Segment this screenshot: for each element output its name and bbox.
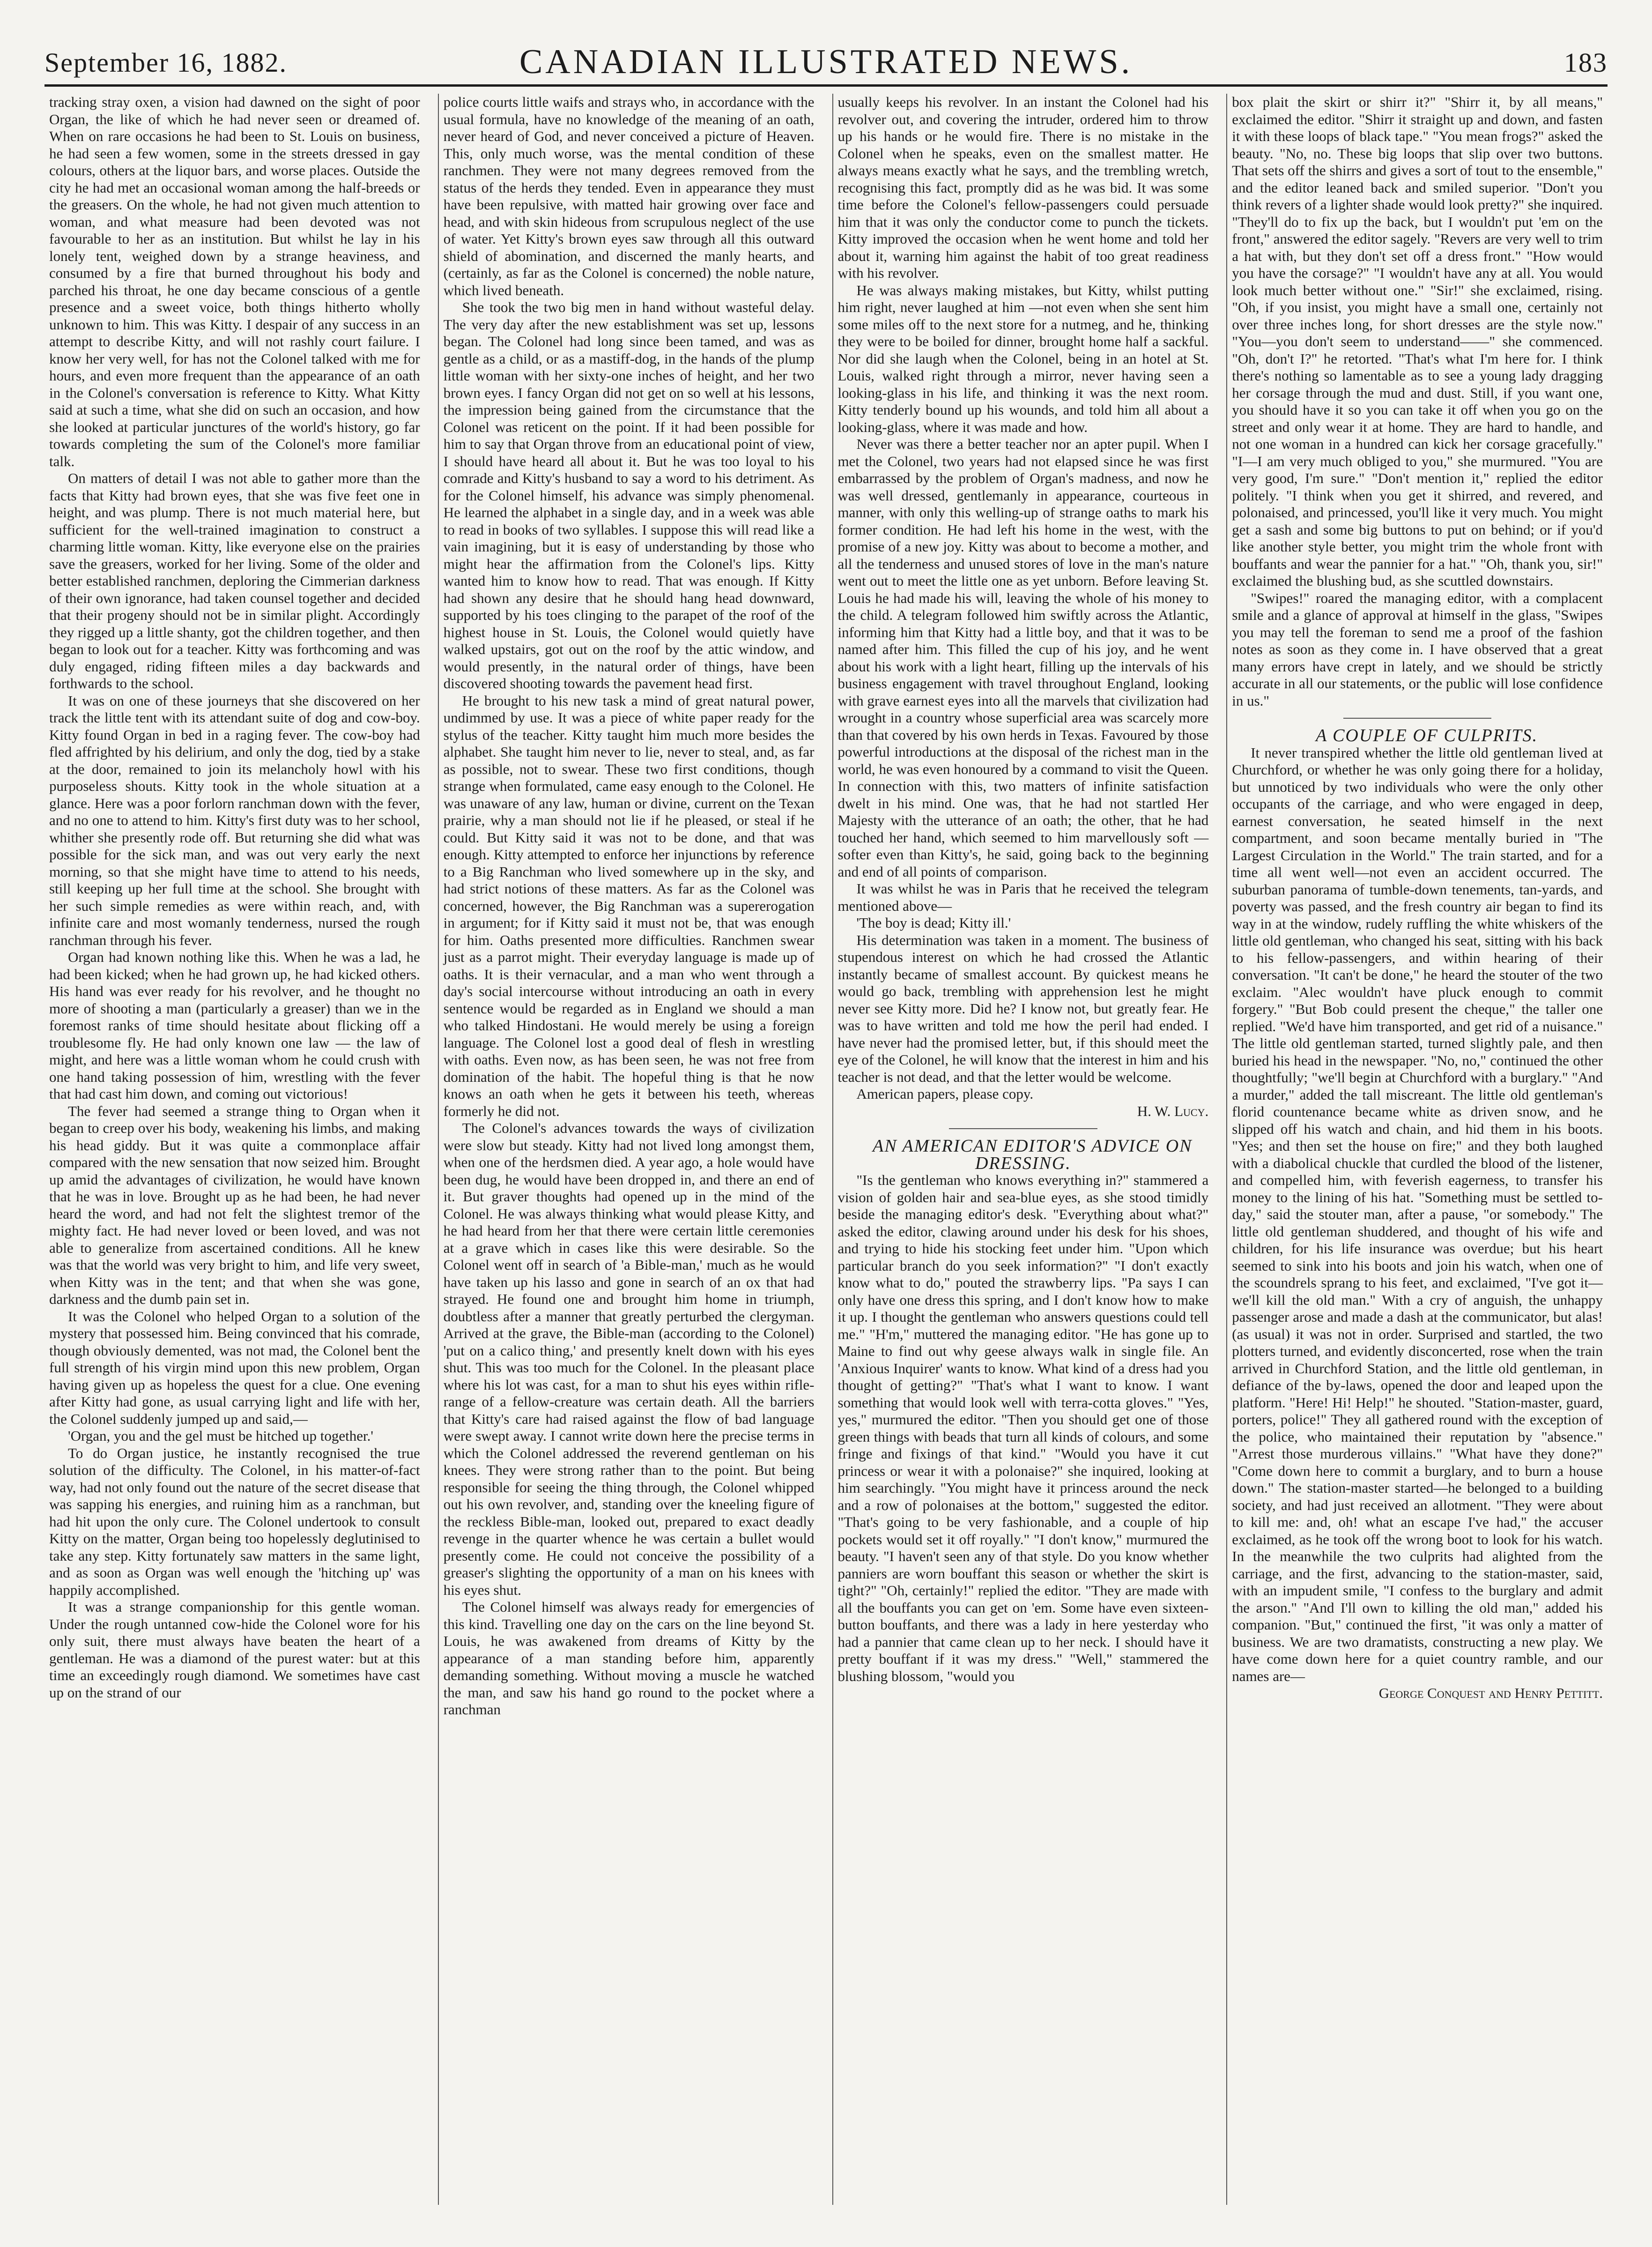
paragraph: box plait the skirt or shirr it?" "Shirr it, by all means," exclaimed the editor. "Shirr it straight up and down, and fasten it with these loops of black tape." "You mean frogs?" asked the beauty. "No, no. These big loops that slip over two buttons. That sets off the shirrs and gives a sort of tout to the ensemble," and the editor leaned back and smiled superior. "Don't you think revers of a lighter shade would look pretty?" she inquired. "They'll do to fix up the back, but I wouldn't put 'em on the front," answered the editor sagely. "Revers are very well to trim a hat with, but they don't set off a dress front." "How would you have the corsage?" "I wouldn't have any at all. You would look much better without one." "Sir!" she exclaimed, rising. "Oh, if you insist, you might have a small one, certainly not over three inches long, for short dresses are the style now." "You—you don't seem to understand——" she commenced. "Oh, don't I?" he retorted. "That's what I'm here for. I think there's nothing so lamentable as to see a young lady dragging her corsage through the mud and dust. Still, if you want one, you should have it so you can take it off when you go on the street and only wear it at home. They are hard to handle, and not one woman in a hundred can kick her corsage gracefully." "I—I am very much obliged to you," she murmured. "You are very good, I'm sure." "Don't mention it," replied the editor politely. "I think when you get it shirred, and revered, and polonaised, and princessed, you'll like it very much. You might get a sash and some big buttons to put on behind; or if you'd like another style better, you might trim the whole front with bouffants and wear the pannier for a hat." "Oh, thank you, sir!" exclaimed the blushing bud, as she scuttled downstairs.	[1232, 94, 1603, 589]
page-number: 183	[1564, 47, 1608, 78]
section-divider	[949, 1128, 1097, 1129]
author-signature: H. W. Lucy.	[1137, 1102, 1209, 1119]
paragraph: It was the Colonel who helped Organ to a solution of the mystery that possessed him. Being convinced that his comrade, though obviously demented, was not mad, the Colonel bent the full strength of his virgin mind upon this new problem, Organ having given up as hopeless the quest for a clue. One evening after Kitty had gone, as usual carrying light and life with her, the Colonel suddenly jumped up and said,—	[49, 1308, 420, 1427]
author-signature: George Conquest and Henry Pettitt.	[1378, 1685, 1603, 1701]
paragraph: Organ had known nothing like this. When he was a lad, he had been kicked; when he had grown up, he had kicked others. His hand was ever ready for his revolver, and he thought no more of shooting a man (particularly a greaser) than we in the foremost ranks of time should hesitate about flicking off a troublesome fly. He had only known one law — the law of might, and here was a little woman whom he could crush with one hand taking possession of him, wrestling with the fever that had cast him down, and coming out victorious!	[49, 949, 420, 1102]
masthead	[44, 28, 1608, 87]
paragraph: He brought to his new task a mind of great natural power, undimmed by use. It was a piece of white paper ready for the stylus of the teacher. Kitty taught him much more besides the alphabet. She taught him never to lie, never to steal, and, as far as possible, not to swear. These two first conditions, though strange when formulated, came easy enough to the Colonel. He was unaware of any law, human or divine, current on the Texan prairie, why a man should not lie if he pleased, or steal if he could. But Kitty said it was not to be done, and that was enough. Kitty attempted to enforce her injunctions by reference to a Big Ranchman who lived somewhere up in the sky, and had strict notions of these matters. As far as the Colonel was concerned, however, the Big Ranchman was a supererogation in argument; for if Kitty said it must not be, that was enough for him. Oaths presented more difficulties. Ranchmen swear just as a parrot might. Their everyday language is made up of oaths. It is their vernacular, and a man who went through a day's social intercourse without introducing an oath in every sentence would be regarded as in England we should a man who talked Hindostani. He would merely be using a foreign language. The Colonel lost a good deal of flesh in wrestling with oaths. Even now, as has been seen, he was not free from domination of the habit. The hopeful thing is that he now knows an oath when he gets it between his teeth, whereas formerly he did not.	[443, 692, 815, 1119]
article-heading: A COUPLE OF CULPRITS.	[1316, 726, 1538, 745]
paragraph: The Colonel himself was always ready for emergencies of this kind. Travelling one day on the cars on the line beyond St. Louis, he was awakened from dreams of Kitty by the appearance of a man standing before him, apparently demanding something. Without moving a muscle he watched the man, and saw his hand go round to the pocket where a ranchman	[443, 1599, 815, 1718]
paragraph: The fever had seemed a strange thing to Organ when it began to creep over his body, weakening his limbs, and making his head giddy. But it was quite a commonplace affair compared with the new sensation that now seized him. Brought up amid the advantages of civilization, he would have known that he was in love. Brought up as he had been, he had never heard the word, and had not felt the slightest tremor of the mighty fact. He had never loved or been loved, and was not able to generalize from ascertained conditions. All he knew was that the world was very bright to him, and life very sweet, when Kitty was in the tent; and that when she was gone, darkness and the dumb pain set in.	[49, 1102, 420, 1307]
paragraph: She took the two big men in hand without wasteful delay. The very day after the new establishment was set up, lessons began. The Colonel had long since been tamed, and was as gentle as a child, or as a mastiff-dog, in the hands of the plump little woman with her sixty-one inches of height, and her two brown eyes. I fancy Organ did not get on so well at his lessons, the impression being gained from the circumstance that the Colonel was reticent on the point. If it had been possible for him to say that Organ throve from an educational point of view, I should have heard all about it. But he was too loyal to his comrade and Kitty's husband to say a word to his detriment. As for the Colonel himself, his advance was simply phenomenal. He learned the alphabet in a single day, and in a week was able to read in books of two syllables. I suppose this will read like a vain imagining, but it is easy of understanding by those who might hear the affirmation from the Colonel's lips. Kitty wanted him to know how to read. That was enough. If Kitty had shown any desire that he should hang head downward, supported by his toes clinging to the parapet of the roof of the highest house in St. Louis, the Colonel would quietly have walked upstairs, got out on the roof by the attic window, and would presently, in the natural order of things, have been discovered shooting towards the pavement head first.	[443, 299, 815, 692]
paragraph: police courts little waifs and strays who, in accordance with the usual formula, have no knowledge of the meaning of an oath, never heard of God, and never conceived a picture of Heaven. This, only much worse, was the mental condition of these ranchmen. They were not many degrees removed from the status of the herds they tended. Even in appearance they must have been repulsive, with matted hair growing over face and head, and with skin hideous from scrupulous neglect of the use of water. Yet Kitty's brown eyes saw through all this outward shield of abomination, and discerned the manly hearts, and (certainly, as far as the Colonel is concerned) the noble nature, which lived beneath.	[443, 94, 815, 298]
paragraph: It never transpired whether the little old gentleman lived at Churchford, or whether he was only going there for a holiday, but unnoticed by two individuals who were the only other occupants of the carriage, and who were engaged in deep, earnest conversation, he seated himself in the next compartment, and soon became mentally buried in "The Largest Circulation in the World." The train started, and for a time all went well—not even an accident occurred. The suburban panorama of tumble-down tenements, tan-yards, and poverty was passed, and the fresh country air began to find its way in at the window, rudely ruffling the white whiskers of the little old gentleman, who changed his seat, sitting with his back to his fellow-passengers, and within hearing of their conversation. "It can't be done," he heard the stouter of the two exclaim. "Alec wouldn't have pluck enough to commit forgery." "But Bob could present the cheque," the taller one replied. "We'd have him transported, and get rid of a nuisance." The little old gentleman started, turned slightly pale, and then buried his head in the newspaper. "No, no," continued the other thoughtfully; "we'll begin at Churchford with a burglary." "And a murder," added the tall miscreant. The little old gentleman's florid countenance became white as driven snow, and he slipped off his watch and chain, and hid them in his boots. "Yes; and then set the house on fire;" and they both laughed with a diabolical chuckle that curdled the blood of the listener, and compelled him, with feverish eagerness, to transfer his money to the lining of his hat. "Something must be settled to-day," said the stouter man, after a pause, "or somebody." The little old gentleman shuddered, and thought of his wife and children, for his life insurance was overdue; but his heart seemed to sink into his boots and join his watch, when one of the scoundrels sprang to his feet, and exclaimed, "I've got it—we'll kill the old man." With a cry of anguish, the unhappy passenger arose and made a dash at the communicator, but alas! (as usual) it was not in order. Surprised and startled, the two plotters turned, and evidently disconcerted, rose when the train arrived in Churchford Station, and the little old gentleman, in defiance of the by-laws, opened the door and leaped upon the platform. "Here! Hi! Help!" he shouted. "Station-master, guard, porters, police!" They all gathered round with the exception of the police, who maintained their reputation by "absence." "Arrest those murderous villains." "What have they done?" "Come down here to commit a burglary, and to burn a house down." The station-master started—he belonged to a building society, and had just received an allotment. "They were about to kill me: and, oh! what an escape I've had," the accuser exclaimed, as he took off the wrong boot to look for his watch. In the meanwhile the two culprits had alighted from the carriage, and the first, advancing to the station-master, said, with an impudent smile, "I confess to the burglary and admit the arson." "And I'll own to killing the old man," added his companion. "But," continued the first, "it was only a matter of business. We are two dramatists, constructing a new play. We have come down here for a quiet country ramble, and our names are—	[1232, 744, 1603, 1684]
paragraph: The Colonel's advances towards the ways of civilization were slow but steady. Kitty had not lived long amongst them, when one of the herdsmen died. A year ago, a hole would have been dug, he would have been dropped in, and there an end of it. But graver thoughts had opened up in the mind of the Colonel. He was always thinking what would please Kitty, and he had heard from her that there were certain little ceremonies at a grave which in cases like this were desirable. So the Colonel went off in search of 'a Bible-man,' much as he would have taken up his lasso and gone in search of an ox that had strayed. He found one and brought him home in triumph, doubtless after a manner that greatly perturbed the clergyman. Arrived at the grave, the Bible-man (according to the Colonel) 'put on a calico thing,' and presently knelt down with his eyes shut. This was too much for the Colonel. In the pleasant place where his lot was cast, for a man to shut his eyes within rifle-range of a fellow-creature was certain death. All the barriers that Kitty's care had raised against the flow of bad language were swept away. I cannot write down here the precise terms in which the Colonel addressed the reverend gentleman on his knees. They were strong rather than to the point. But being responsible for seeing the thing through, the Colonel whipped out his own revolver, and, standing over the kneeling figure of the reckless Bible-man, looked out, prepared to exact deadly revenge in the quarter whence he was certain a bullet would presently come. He could not conceive the possibility of a greaser's slighting the opportunity of a man on his knees with his eyes shut.	[443, 1120, 815, 1598]
newspaper-title: CANADIAN ILLUSTRATED NEWS.	[519, 43, 1133, 81]
paragraph: 'The boy is dead; Kitty ill.'	[856, 915, 1011, 931]
column-4	[1226, 94, 1608, 2205]
paragraph: It was on one of these journeys that she discovered on her track the little tent with its attendant suite of dog and cow-boy. Kitty found Organ in bed in a raging fever. The cow-boy had fled affrighted by his delirium, and only the dog, tied by a stake at the door, remained to join its melancholy howl with his purposeless shouts. Kitty took in the whole situation at a glance. Here was a poor forlorn ranchman down with the fever, and no one to attend to him. Kitty's first duty was to her school, whither she presently rode off. But returning she did what was possible for the sick man, and was out very early the next morning, so that she might have time to attend to his needs, still keeping up her full time at the school. She brought with her such simple remedies as were within reach, and, with infinite care and most womanly tenderness, nursed the rough ranchman through his fever.	[49, 692, 420, 948]
issue-date: September 16, 1882.	[44, 47, 288, 78]
column-2	[438, 94, 819, 2205]
paragraph: His determination was taken in a moment. The business of stupendous interest on which he had crossed the Atlantic instantly became of smallest account. By quickest means he would go back, trembling with apprehension lest he might never see Kitty more. Did he? I know not, but greatly fear. He was to have written and told me how the peril had ended. I have never had the promised letter, but, if this should meet the eye of the Colonel, he will know that the interest in him and his teacher is not dead, and that the letter would be welcome.	[837, 931, 1209, 1085]
paragraph: usually keeps his revolver. In an instant the Colonel had his revolver out, and covering the intruder, ordered him to throw up his hands or he would fire. There is no mistake in the Colonel when he speaks, even on the smallest matter. He always means exactly what he says, and the trembling wretch, recognising this fact, promptly did as he was bid. It was some time before the Colonel's fellow-passengers could persuade him that it was only the conductor come to punch the tickets. Kitty improved the occasion when he went home and told her about it, warning him against the habit of too great readiness with his revolver.	[837, 94, 1209, 281]
paragraph: To do Organ justice, he instantly recognised the true solution of the difficulty. The Colonel, in his matter-of-fact way, had not only found out the nature of the secret disease that was sapping his energies, and ruining him as a ranchman, but had hit upon the only cure. The Colonel undertook to consult Kitty on the matter, Organ being too hopelessly deglutinised to take any step. Kitty fortunately saw matters in the same light, and as soon as Organ was well enough the 'hitching up' was happily accomplished.	[49, 1444, 420, 1598]
paragraph: He was always making mistakes, but Kitty, whilst putting him right, never laughed at him —not even when she sent him some miles off to the next store for a nutmeg, and he, thinking they were to be boiled for dinner, brought home half a sackful. Nor did she laugh when the Colonel, being in an hotel at St. Louis, walked right through a mirror, never having seen a looking-glass in his life, and thinking it was the next room. Kitty tenderly bound up his wounds, and told him all about a looking-glass, where it was made and how.	[837, 282, 1209, 435]
section-divider	[1343, 718, 1492, 719]
paragraph: "Is the gentleman who knows everything in?" stammered a vision of golden hair and sea-blue eyes, as she stood timidly beside the managing editor's desk. "Everything about what?" asked the editor, clawing around under his desk for his shoes, and trying to hide his stocking feet under him. "Upon which particular branch do you seek information?" "I don't exactly know what to do," pouted the strawberry lips. "Pa says I can only have one dress this spring, and I don't know how to make it up. I thought the gentleman who answers questions could tell me." "H'm," muttered the managing editor. "He has gone up to Maine to find out why geese always walk in single file. An 'Anxious Inquirer' wants to know. What kind of a dress had you thought of getting?" "That's what I want to know. I want something that would look well with terra-cotta gloves." "Yes, yes," murmured the editor. "Then you should get one of those green things with beads that turn all kinds of colours, and some fringe and fixings of that kind." "Would you have it cut princess or wear it with a polonaise?" she inquired, looking at him searchingly. "You might have it princess around the neck and a row of polonaises at the bottom," suggested the editor. "That's going to be very fashionable, and a couple of hip pockets would set it off royally." "I don't know," murmured the beauty. "I haven't seen any of that style. Do you know whether panniers are worn bouffant this season or whether the skirt is tight?" "Oh, certainly!" replied the editor. "They are made with all the bouffants you can get on 'em. Some have even sixteen-button bouffants, and there was a lady in here yesterday who had a pannier that came clean up to her neck. I should have it pretty bouffant if it was my dress." "Well," stammered the blushing blossom, "would you	[837, 1172, 1209, 1684]
paragraph: American papers, please copy.	[856, 1086, 1034, 1102]
paragraph: Never was there a better teacher nor an apter pupil. When I met the Colonel, two years had not elapsed since he was first embarrassed by the problem of Organ's madness, and now he was well dressed, gentlemanly in appearance, courteous in manner, with only this welling-up of strange oaths to mark his former condition. He had left his home in the west, with the promise of a new joy. Kitty was about to become a mother, and all the tenderness and unused stores of love in the man's nature went out to meet the little one as yet unborn. Before leaving St. Louis he had made his will, leaving the whole of his money to the child. A telegram followed him swiftly across the Atlantic, informing him that Kitty had a little boy, and that it was to be named after him. This filled the cup of his joy, and he went about his work with a light heart, filling up the intervals of his business engagement with travel throughout England, looking with grave earnest eyes into all the marvels that civilization had wrought in a country whose superficial area was scarcely more than that covered by his own herds in Texas. Favoured by those powerful introductions at the disposal of the richest man in the world, he was even honoured by a command to visit the Queen. In connection with this, two matters of infinite satisfaction dwelt in his mind. One was, that he had not startled Her Majesty with the utterance of an oath; the other, that he had touched her hand, which seemed to him marvellously soft — softer even than Kitty's, he said, going back to the beginning and end of all points of comparison.	[837, 436, 1209, 880]
paragraph: 'Organ, you and the gel must be hitched up together.'	[68, 1428, 373, 1444]
paragraph: "Swipes!" roared the managing editor, with a complacent smile and a glance of approval at himself in the glass, "Swipes you may tell the foreman to send me a proof of the fashion notes as soon as they come in. I have observed that a great many errors have crept in lately, and we should be strictly accurate in all our statements, or the public will lose confidence in us."	[1232, 589, 1603, 709]
paragraph: tracking stray oxen, a vision had dawned on the sight of poor Organ, the like of which he had never seen or dreamed of. When on rare occasions he had been to St. Louis on business, he had seen a few women, some in the streets dressed in gay colours, others at the liquor bars, and worse places. Outside the city he had met an occasional woman among the half-breeds or the greasers. On the whole, he had not given much attention to woman, and what measure had been devoted was not favourable to her as an institution. But whilst he lay in his lonely tent, weighed down by a strange heaviness, and consumed by a fire that burned throughout his body and parched his throat, he one day became conscious of a gentle presence and a sweet voice, both things hitherto wholly unknown to him. This was Kitty. I despair of any success in an attempt to describe Kitty, and will not rashly court failure. I know her very well, for has not the Colonel talked with me for hours, and even more frequent than the appearance of an oath in the Colonel's conversation is reference to Kitty. What Kitty said at such a time, what she did on such an occasion, and how she looked at particular junctures of the world's history, go far towards completing the sum of the Colonel's more familiar talk.	[49, 94, 420, 469]
paragraph: On matters of detail I was not able to gather more than the facts that Kitty had brown eyes, that she was five feet one in height, and was plump. There is not much material here, but sufficient for the well-trained imagination to construct a charming little woman. Kitty, like everyone else on the prairies save the greasers, worked for her living. Some of the older and better established ranchmen, deploring the Cimmerian darkness of their own ignorance, had taken counsel together and decided that their progeny should not be in similar plight. Accordingly they rigged up a little shanty, got the children together, and then began to look out for a teacher. Kitty was forthcoming and was duly engaged, riding fifteen miles a day backwards and forthwards to the school.	[49, 470, 420, 692]
article-heading: AN AMERICAN EDITOR'S ADVICE ON DRESSING.	[873, 1136, 1193, 1173]
paragraph: It was a strange companionship for this gentle woman. Under the rough untanned cow-hide the Colonel wore for his only suit, there must always have beaten the heart of a gentleman. He was a diamond of the purest water: but at this time an exceedingly rough diamond. We sometimes have cast up on the strand of our	[49, 1599, 420, 1701]
column-1	[44, 94, 425, 2205]
paragraph: It was whilst he was in Paris that he received the telegram mentioned above—	[837, 880, 1209, 914]
column-3	[832, 94, 1214, 2205]
article-columns	[44, 94, 1608, 2205]
